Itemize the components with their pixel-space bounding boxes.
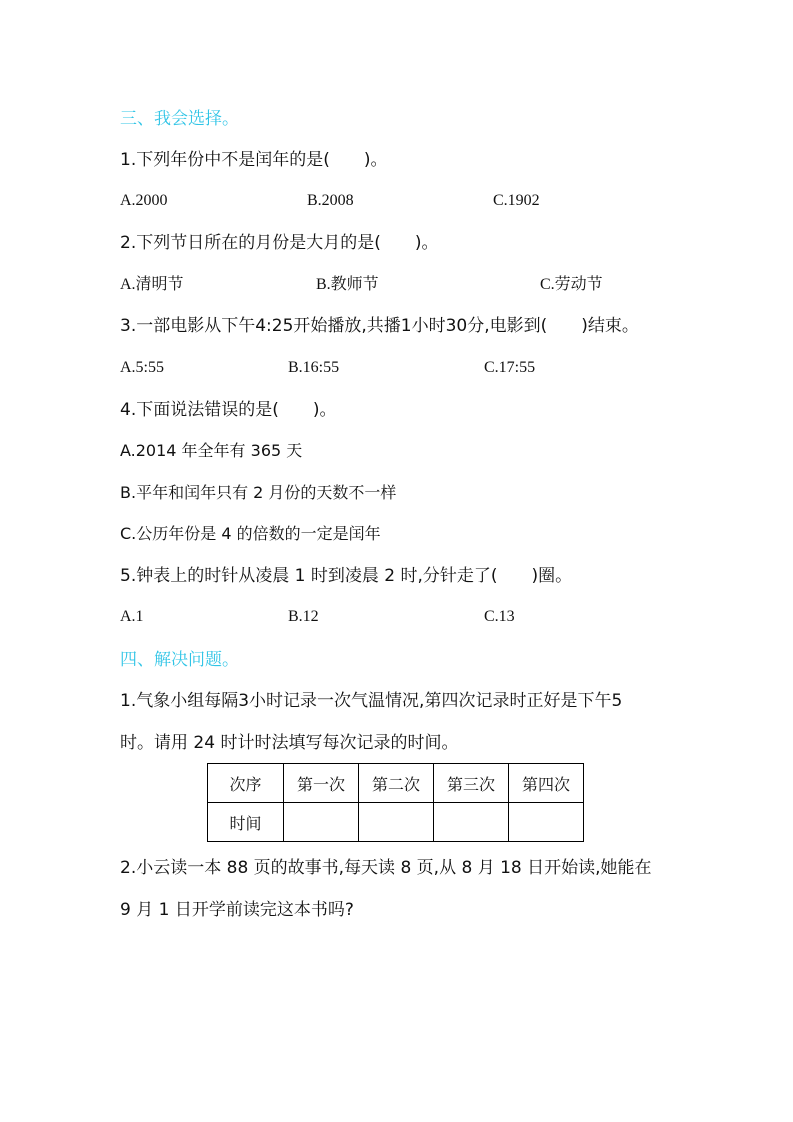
- q1-option-a: A.2000: [120, 192, 168, 209]
- q1-option-b: B.2008: [307, 192, 354, 209]
- answer-cell-1[interactable]: [284, 803, 359, 842]
- problem-1-line-2: 时。请用 24 时计时法填写每次记录的时间。: [120, 733, 459, 753]
- record-time-table: [207, 763, 584, 842]
- section-4-title: 四、解决问题。: [120, 650, 239, 670]
- q5-option-c: C.13: [484, 608, 515, 625]
- answer-cell-2[interactable]: [359, 803, 434, 842]
- q3-option-c: C.17:55: [484, 359, 536, 376]
- problem-2-line-1: 2.小云读一本 88 页的故事书,每天读 8 页,从 8 月 18 日开始读,她能在: [120, 858, 652, 878]
- q5-option-b: B.12: [288, 608, 319, 625]
- q2-option-c: C.劳动节: [540, 276, 603, 293]
- problem-1-line-1: 1.气象小组每隔3小时记录一次气温情况,第四次记录时正好是下午5: [120, 691, 623, 711]
- q4-option-a: A.2014 年全年有 365 天: [120, 441, 303, 460]
- question-2: 2.下列节日所在的月份是大月的是( )。: [120, 233, 439, 253]
- question-1: 1.下列年份中不是闰年的是( )。: [120, 150, 388, 170]
- table-header-cell: 次序: [208, 764, 284, 803]
- q4-option-b: B.平年和闰年只有 2 月份的天数不一样: [120, 483, 397, 502]
- table-header-cell: 第四次: [509, 764, 584, 803]
- table-header-row: [208, 764, 584, 803]
- q2-option-a: A.清明节: [120, 276, 184, 293]
- table-row: [208, 803, 584, 842]
- problem-2-line-2: 9 月 1 日开学前读完这本书吗?: [120, 900, 354, 920]
- q3-option-b: B.16:55: [288, 359, 340, 376]
- table-header-cell: 第三次: [434, 764, 509, 803]
- question-4: 4.下面说法错误的是( )。: [120, 400, 337, 420]
- q1-option-c: C.1902: [493, 192, 540, 209]
- q2-option-b: B.教师节: [316, 276, 379, 293]
- table-row-label: 时间: [208, 803, 284, 842]
- q5-option-a: A.1: [120, 608, 144, 625]
- q3-option-a: A.5:55: [120, 359, 164, 376]
- q4-option-c: C.公历年份是 4 的倍数的一定是闰年: [120, 524, 381, 543]
- question-3: 3.一部电影从下午4:25开始播放,共播1小时30分,电影到( )结束。: [120, 316, 639, 336]
- question-5: 5.钟表上的时针从凌晨 1 时到凌晨 2 时,分针走了( )圈。: [120, 566, 573, 586]
- answer-cell-4[interactable]: [509, 803, 584, 842]
- table-header-cell: 第二次: [359, 764, 434, 803]
- answer-cell-3[interactable]: [434, 803, 509, 842]
- table-header-cell: 第一次: [284, 764, 359, 803]
- section-3-title: 三、我会选择。: [120, 109, 239, 129]
